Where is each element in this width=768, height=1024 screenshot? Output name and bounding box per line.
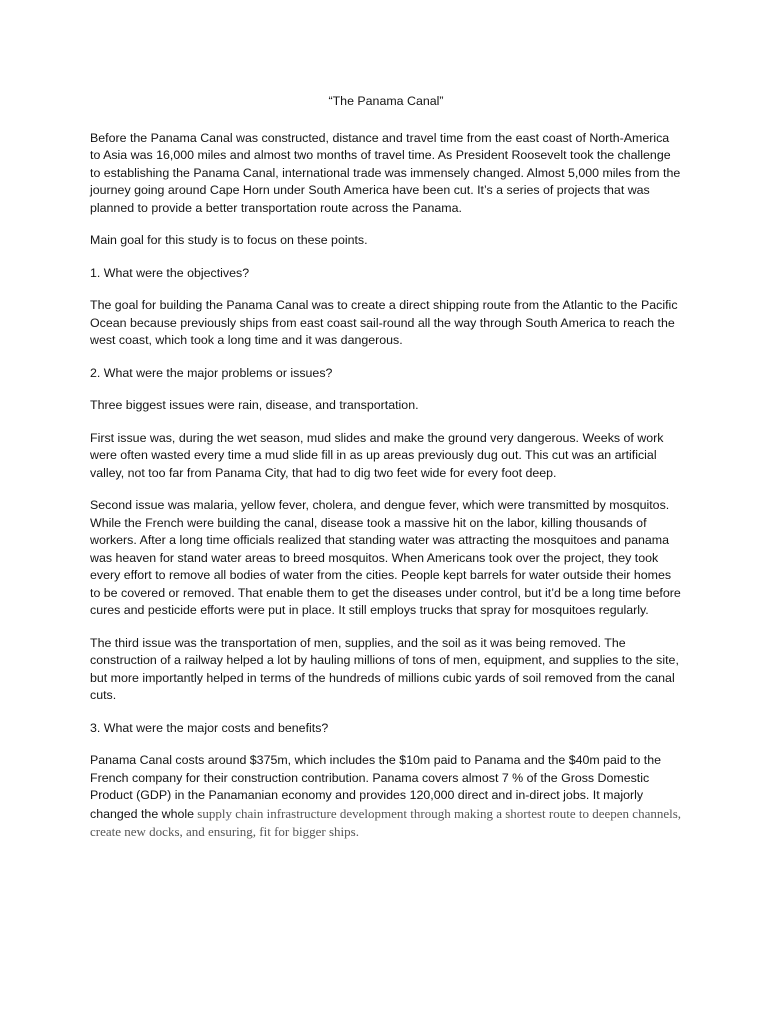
paragraph-study-goal: Main goal for this study is to focus on these points. xyxy=(90,233,368,247)
paragraph-intro: Before the Panama Canal was constructed, distance and travel time from the east coast of North-America to Asia was 16,000 miles and almost two months of travel time. As President Roosevelt took the challenge to establishing the Panama Canal, international trade was immensely changed. Almost 5,000 miles from the journey going around Cape Horn under South America have been cut. It’s a series of projects that was planned to provide a better transportation route across the Panama. xyxy=(90,130,681,215)
question-problems: 2. What were the major problems or issues? xyxy=(90,365,333,380)
paragraph-third-issue: The third issue was the transportation of men, supplies, and the soil as it was being removed. The construction of a railway helped a lot by hauling millions of tons of men, equipment, and supplies to the site, but more importantly helped in terms of the hundreds of millions cubic yards of soil removed from the canal cuts. xyxy=(90,635,679,702)
costs-text-main: Panama Canal costs around $375m, which includes the $10m paid to Panama and the $40m paid to the French company for their construction contribution. Panama covers almost 7 % of the Gross Domestic Product (GDP) in the Panamanian economy and provides 120,000 direct and in-direct jobs. It majorly changed the whole xyxy=(90,753,662,821)
paragraph-costs-benefits xyxy=(90,752,682,842)
document-body xyxy=(90,93,682,857)
paragraph-three-issues: Three biggest issues were rain, disease, and transportation. xyxy=(90,398,419,412)
paragraph-first-issue: First issue was, during the wet season, mud slides and make the ground very dangerous. Weeks of work were often wasted every time a mud slide fill in as up areas previously dug out. This cut was an artificial valley, not too far from Panama City, that had to dig two feet wide for every foot deep. xyxy=(90,430,664,480)
document-title: “The Panama Canal” xyxy=(328,94,444,108)
paragraph-second-issue: Second issue was malaria, yellow fever, cholera, and dengue fever, which were transmitted by mosquitos. While the French were building the canal, disease took a massive hit on the labor, killing thousands of workers. After a long time officials realized that standing water was attracting the mosquitoes and panama was heaven for stand water areas to breed mosquitos. When Americans took over the project, they took every effort to remove all bodies of water from the cities. People kept barrels for water outside their homes to be covered or removed. That enable them to get the diseases under control, but it’d be a long time before cures and pesticide efforts were put in place. It still employs trucks that spray for mosquitoes regularly. xyxy=(90,498,681,617)
question-costs-benefits: 3. What were the major costs and benefits? xyxy=(90,720,329,735)
costs-text-tail: supply chain infrastructure development through making a shortest route to deepen channels, create new docks, and ensuring, fit for bigger ships. xyxy=(90,805,682,839)
paragraph-objectives-answer: The goal for building the Panama Canal was to create a direct shipping route from the Atlantic to the Pacific Ocean because previously ships from east coast sail-round all the way through South America to reach the west coast, which took a long time and it was dangerous. xyxy=(90,298,678,347)
question-objectives: 1. What were the objectives? xyxy=(90,265,250,280)
